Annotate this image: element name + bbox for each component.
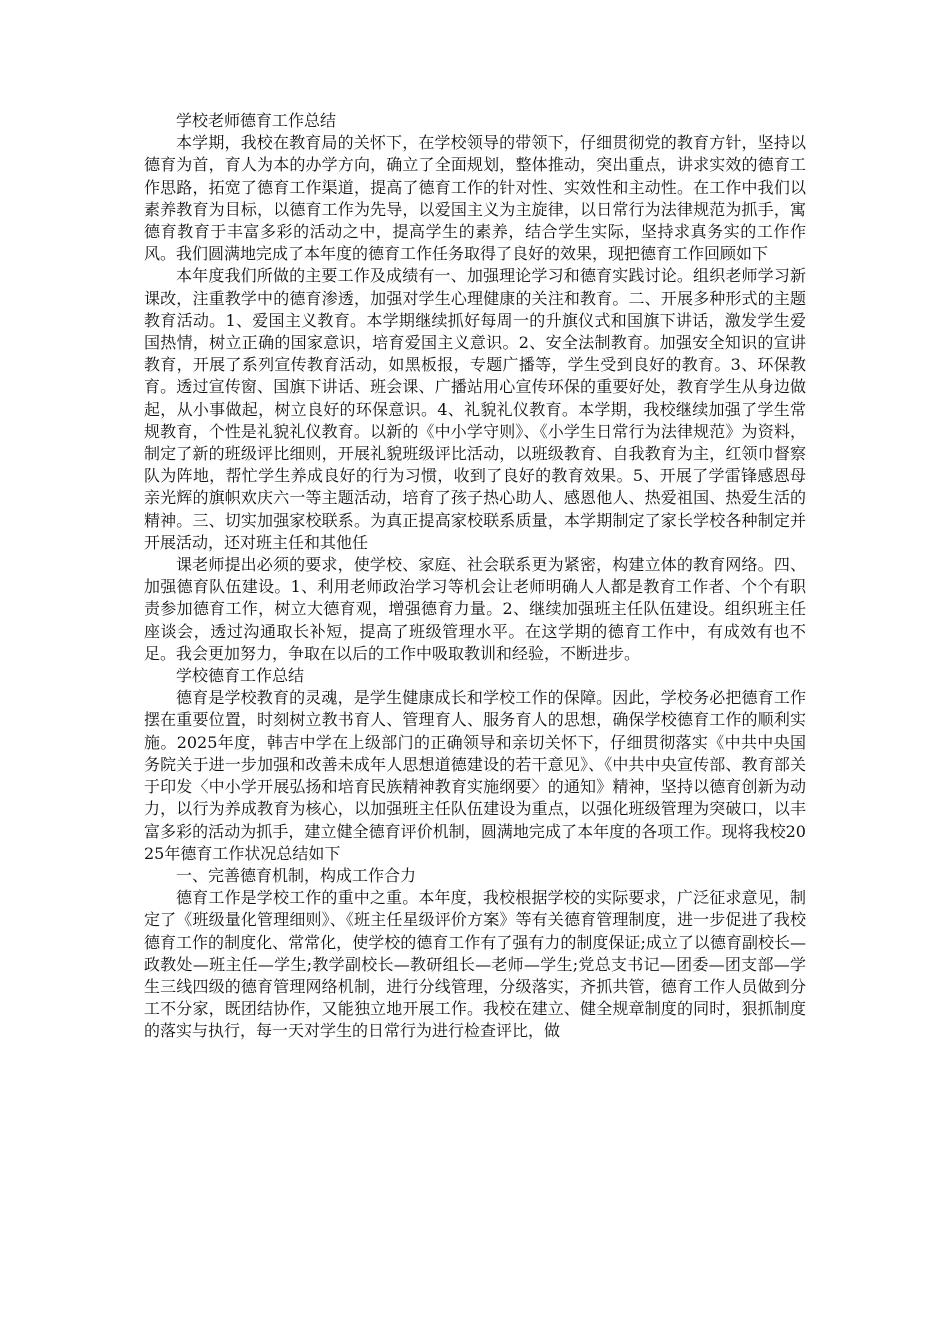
section-title: 学校德育工作总结: [176, 666, 305, 686]
paragraph-main-work: 本年度我们所做的主要工作及成绩有一、加强理论学习和德育实践讨论。组织老师学习新课改，注重教学中的德育渗透，加强对学生心理健康的关注和教育。二、开展多种形式的主题教育活动。1、爱国主义教育。本学期继续抓好每周一的升旗仪式和国旗下讲话，激发学生爱国热情，树立正确的国家意识，培育爱国主义意识。2、安全法制教育。加强安全知识的宣讲教育，开展了系列宣传教育活动，如黑板报，专题广播等，学生受到良好的教育。3、环保教育。透过宣传窗、国旗下讲话、班会课、广播站用心宣传环保的重要好处，教育学生从身边做起，从小事做起，树立良好的环保意识。4、礼貌礼仪教育。本学期，我校继续加强了学生常规教育，个性是礼貌礼仪教育。以新的《中小学守则》、《小学生日常行为法律规范》为资料，制定了新的班级评比细则，开展礼貌班级评比活动，以班级教育、自我教育为主，红领巾督察队为阵地，帮忙学生养成良好的行为习惯，收到了良好的教育效果。5、开展了学雷锋感恩母亲光辉的旗帜欢庆六一等主题活动，培育了孩子热心助人、感恩他人、热爱祖国、热爱生活的精神。三、切实加强家校联系。为真正提高家校联系质量，本学期制定了家长学校各种制定并开展活动，还对班主任和其他任: [144, 266, 806, 552]
document-body: [144, 110, 806, 1043]
subheading: 一、完善德育机制，构成工作合力: [176, 865, 417, 885]
doc-title: 学校老师德育工作总结: [176, 111, 337, 130]
paragraph-continuation: 课老师提出必须的要求，使学校、家庭、社会联系更为紧密，构建立体的教育网络。四、加强德育队伍建设。1、利用老师政治学习等机会让老师明确人人都是教育工作者、个个有职责参加德育工作，树立大德育观，增强德育力量。2、继续加强班主任队伍建设。组织班主任座谈会，透过沟通取长补短，提高了班级管理水平。在这学期的德育工作中，有成效有也不足。我会更加努力，争取在以后的工作中吸取教训和经验，不断进步。: [144, 555, 806, 663]
paragraph-intro: 本学期，我校在教育局的关怀下，在学校领导的带领下，仔细贯彻党的教育方针，坚持以德育为首，育人为本的办学方向，确立了全面规划，整体推动，突出重点，讲求实效的德育工作思路，拓宽了德育工作渠道，提高了德育工作的针对性、实效性和主动性。在工作中我们以素养教育为目标，以德育工作为先导，以爱国主义为主旋律，以日常行为法律规范为抓手，寓德育教育于丰富多彩的活动之中，提高学生的素养，结合学生实际，坚持求真务实的工作作风。我们圆满地完成了本年度的德育工作任务取得了良好的效果，现把德育工作回顾如下: [144, 133, 806, 264]
paragraph-mechanism: 德育工作是学校工作的重中之重。本年度，我校根据学校的实际要求，广泛征求意见，制定了《班级量化管理细则》、《班主任星级评价方案》等有关德育管理制度，进一步促进了我校德育工作的制度化、常常化，使学校的德育工作有了强有力的制度保证;成立了以德育副校长—政教处—班主任—学生;教学副校长—教研组长—老师—学生;党总支书记—团委—团支部—学生三线四级的德育管理网络机制，进行分线管理，分级落实，齐抓共管，德育工作人员做到分工不分家，既团结协作，又能独立地开展工作。我校在建立、健全规章制度的同时，狠抓制度的落实与执行，每一天对学生的日常行为进行检查评比，做: [144, 888, 806, 1041]
paragraph-moral-education: 德育是学校教育的灵魂，是学生健康成长和学校工作的保障。因此，学校务必把德育工作摆在重要位置，时刻树立教书育人、管理育人、服务育人的思想，确保学校德育工作的顺利实施。2025年度，韩吉中学在上级部门的正确领导和亲切关怀下，仔细贯彻落实《中共中央国务院关于进一步加强和改善未成年人思想道德建设的若干意见》、《中共中央宣传部、教育部关于印发〈中小学开展弘扬和培育民族精神教育实施纲要〉的通知》精神，坚持以德育创新为动力，以行为养成教育为核心，以加强班主任队伍建设为重点，以强化班级管理为突破口，以丰富多彩的活动为抓手，建立健全德育评价机制，圆满地完成了本年度的各项工作。现将我校2025年德育工作状况总结如下: [144, 688, 806, 863]
